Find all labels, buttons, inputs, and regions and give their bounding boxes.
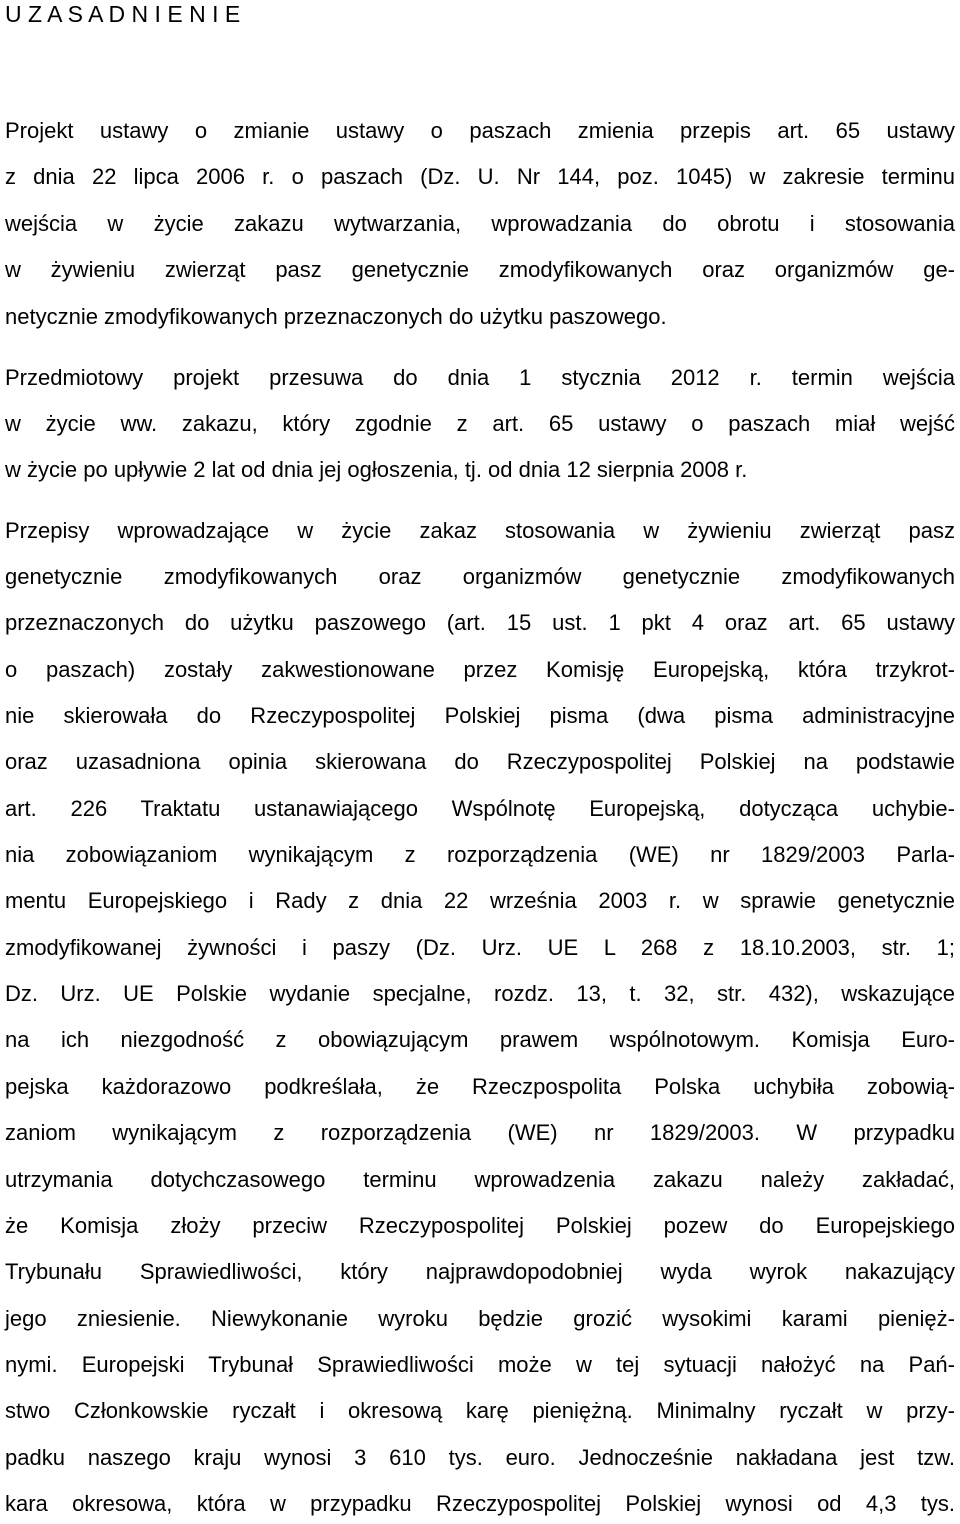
text-line: przeznaczonych do użytku paszowego (art. 15 ust. 1 pkt 4 oraz art. 65 ustawy — [5, 610, 955, 635]
text-line: na ich niezgodność z obowiązującym prawem wspólnotowym. Komisja Euro- — [5, 1027, 955, 1052]
text-line: oraz uzasadniona opinia skierowana do Rzeczypospolitej Polskiej na podstawie — [5, 749, 955, 774]
text-line: pejska każdorazowo podkreślała, że Rzeczpospolita Polska uchybiła zobowią- — [5, 1074, 955, 1099]
text-line: o paszach) zostały zakwestionowane przez Komisję Europejską, która trzykrot- — [5, 657, 955, 682]
text-line: wejścia w życie zakazu wytwarzania, wprowadzania do obrotu i stosowania — [5, 211, 955, 236]
text-line: genetycznie zmodyfikowanych oraz organizmów genetycznie zmodyfikowanych — [5, 564, 955, 589]
document-heading: U Z A S A D N I E N I E — [5, 1, 241, 27]
text-line: nia zobowiązaniom wynikającym z rozporządzenia (WE) nr 1829/2003 Parla- — [5, 842, 955, 867]
text-line: Przedmiotowy projekt przesuwa do dnia 1 stycznia 2012 r. termin wejścia — [5, 365, 955, 390]
text-line: netycznie zmodyfikowanych przeznaczonych do użytku paszowego. — [5, 304, 667, 329]
text-line: w życie ww. zakazu, który zgodnie z art. 65 ustawy o paszach miał wejść — [5, 411, 955, 436]
text-line: Trybunału Sprawiedliwości, który najprawdopodobniej wyda wyrok nakazujący — [5, 1259, 955, 1284]
text-line: zaniom wynikającym z rozporządzenia (WE) nr 1829/2003. W przypadku — [5, 1120, 955, 1145]
text-line: w żywieniu zwierząt pasz genetycznie zmodyfikowanych oraz organizmów ge- — [5, 257, 955, 282]
text-line: Przepisy wprowadzające w życie zakaz stosowania w żywieniu zwierząt pasz — [5, 518, 955, 543]
text-line: w życie po upływie 2 lat od dnia jej ogłoszenia, tj. od dnia 12 sierpnia 2008 r. — [5, 457, 748, 482]
text-line: Dz. Urz. UE Polskie wydanie specjalne, rozdz. 13, t. 32, str. 432), wskazujące — [5, 981, 955, 1006]
text-line: nie skierowała do Rzeczypospolitej Polskiej pisma (dwa pisma administracyjne — [5, 703, 955, 728]
text-line: padku naszego kraju wynosi 3 610 tys. euro. Jednocześnie nakładana jest tzw. — [5, 1445, 955, 1470]
text-line: Projekt ustawy o zmianie ustawy o paszach zmienia przepis art. 65 ustawy — [5, 118, 955, 143]
text-line: zmodyfikowanej żywności i paszy (Dz. Urz. UE L 268 z 18.10.2003, str. 1; — [5, 935, 955, 960]
text-line: utrzymania dotychczasowego terminu wprowadzenia zakazu należy zakładać, — [5, 1167, 955, 1192]
text-line: że Komisja złoży przeciw Rzeczypospolitej Polskiej pozew do Europejskiego — [5, 1213, 955, 1238]
text-line: mentu Europejskiego i Rady z dnia 22 września 2003 r. w sprawie genetycznie — [5, 888, 955, 913]
text-line: jego zniesienie. Niewykonanie wyroku będzie grozić wysokimi karami pienięż- — [5, 1306, 955, 1331]
text-line: kara okresowa, która w przypadku Rzeczypospolitej Polskiej wynosi od 4,3 tys. — [5, 1491, 955, 1516]
text-line: art. 226 Traktatu ustanawiającego Wspólnotę Europejską, dotycząca uchybie- — [5, 796, 955, 821]
text-line: z dnia 22 lipca 2006 r. o paszach (Dz. U. Nr 144, poz. 1045) w zakresie terminu — [5, 164, 955, 189]
text-line: nymi. Europejski Trybunał Sprawiedliwości może w tej sytuacji nałożyć na Pań- — [5, 1352, 955, 1377]
text-line: stwo Członkowskie ryczałt i okresową karę pieniężną. Minimalny ryczałt w przy- — [5, 1398, 955, 1423]
